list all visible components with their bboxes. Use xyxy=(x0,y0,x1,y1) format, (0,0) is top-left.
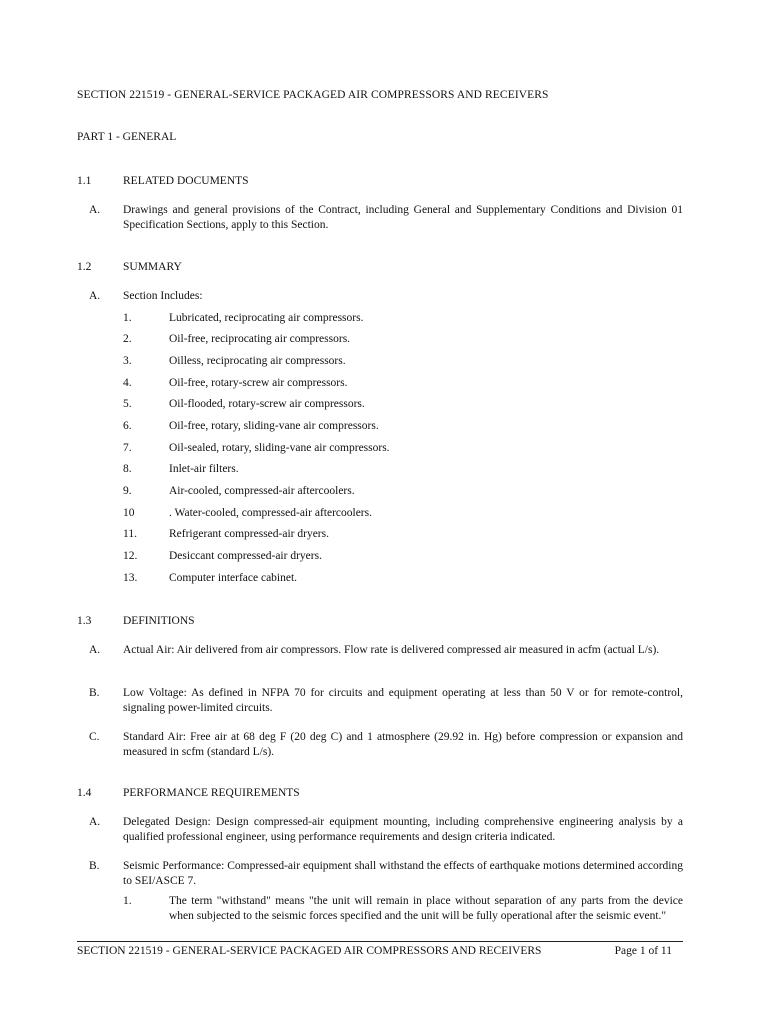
item-number: 1. xyxy=(123,312,132,324)
paragraph-text: Standard Air: Free air at 68 deg F (20 deg C) and 1 atmosphere (29.92 in. Hg) before compression or expansion and measured in scfm (standard L/s). xyxy=(123,731,683,758)
item-number: 10 xyxy=(123,507,135,519)
paragraph-letter: A. xyxy=(89,644,101,656)
paragraph-text: Seismic Performance: Compressed-air equipment shall withstand the effects of earthquake motions determined according to SEI/ASCE 7. xyxy=(123,860,683,887)
item-text: Oil-free, rotary-screw air compressors. xyxy=(169,377,348,389)
footer-rule xyxy=(77,941,683,942)
article-title: PERFORMANCE REQUIREMENTS xyxy=(123,787,300,799)
item-text: Oil-sealed, rotary, sliding-vane air compressors. xyxy=(169,442,390,454)
article-number: 1.4 xyxy=(77,787,92,799)
paragraph-letter: B. xyxy=(89,687,100,699)
paragraph-letter: A. xyxy=(89,204,101,216)
paragraph-text: Actual Air: Air delivered from air compressors. Flow rate is delivered compressed air measured in acfm (actual L/s). xyxy=(123,644,660,656)
section-title: SECTION 221519 - GENERAL-SERVICE PACKAGED AIR COMPRESSORS AND RECEIVERS xyxy=(77,89,549,101)
paragraph-text: Delegated Design: Design compressed-air equipment mounting, including comprehensive engineering analysis by a qualified professional engineer, using performance requirements and design criteria indicated. xyxy=(123,816,683,843)
paragraph-letter: C. xyxy=(89,731,100,743)
paragraph-letter: B. xyxy=(89,860,100,872)
item-text: Oilless, reciprocating air compressors. xyxy=(169,355,346,367)
item-text: Oil-free, reciprocating air compressors. xyxy=(169,333,351,345)
paragraph-text: Low Voltage: As defined in NFPA 70 for circuits and equipment operating at less than 50 V or for remote-control, signaling power-limited circuits. xyxy=(123,687,683,714)
item-text: Computer interface cabinet. xyxy=(169,572,298,584)
item-number: 2. xyxy=(123,333,132,345)
article-number: 1.1 xyxy=(77,175,92,187)
paragraph-letter: A. xyxy=(89,816,101,828)
item-number: 5. xyxy=(123,398,132,410)
item-text: Inlet-air filters. xyxy=(169,463,239,475)
article-number: 1.2 xyxy=(77,261,92,273)
page-number: Page 1 of 11 xyxy=(614,945,672,957)
item-text: . Water-cooled, compressed-air aftercoolers. xyxy=(169,507,372,519)
footer-section-title: SECTION 221519 - GENERAL-SERVICE PACKAGED AIR COMPRESSORS AND RECEIVERS xyxy=(77,945,542,957)
item-number: 4. xyxy=(123,377,132,389)
article-title: DEFINITIONS xyxy=(123,615,195,627)
article-title: SUMMARY xyxy=(123,261,182,273)
item-text: Air-cooled, compressed-air aftercoolers. xyxy=(169,485,355,497)
item-number: 6. xyxy=(123,420,132,432)
item-number: 8. xyxy=(123,463,132,475)
item-text: The term "withstand" means "the unit will remain in place without separation of any parts from the device when subjected to the seismic forces specified and the unit will be fully operational after the seismic event." xyxy=(169,895,683,922)
paragraph-letter: A. xyxy=(89,290,101,302)
article-number: 1.3 xyxy=(77,615,92,627)
item-text: Lubricated, reciprocating air compressors. xyxy=(169,312,364,324)
paragraph-text: Drawings and general provisions of the Contract, including General and Supplementary Conditions and Division 01 Specification Sections, apply to this Section. xyxy=(123,204,683,231)
item-number: 9. xyxy=(123,485,132,497)
item-text: Refrigerant compressed-air dryers. xyxy=(169,528,329,540)
item-number: 1. xyxy=(123,895,132,907)
item-number: 12. xyxy=(123,550,138,562)
article-title: RELATED DOCUMENTS xyxy=(123,175,249,187)
item-number: 3. xyxy=(123,355,132,367)
paragraph-text: Section Includes: xyxy=(123,290,203,302)
item-text: Oil-free, rotary, sliding-vane air compressors. xyxy=(169,420,379,432)
item-text: Oil-flooded, rotary-screw air compressors. xyxy=(169,398,365,410)
item-text: Desiccant compressed-air dryers. xyxy=(169,550,322,562)
item-number: 7. xyxy=(123,442,132,454)
item-number: 13. xyxy=(123,572,138,584)
item-number: 11. xyxy=(123,528,137,540)
part-title: PART 1 - GENERAL xyxy=(77,131,177,143)
